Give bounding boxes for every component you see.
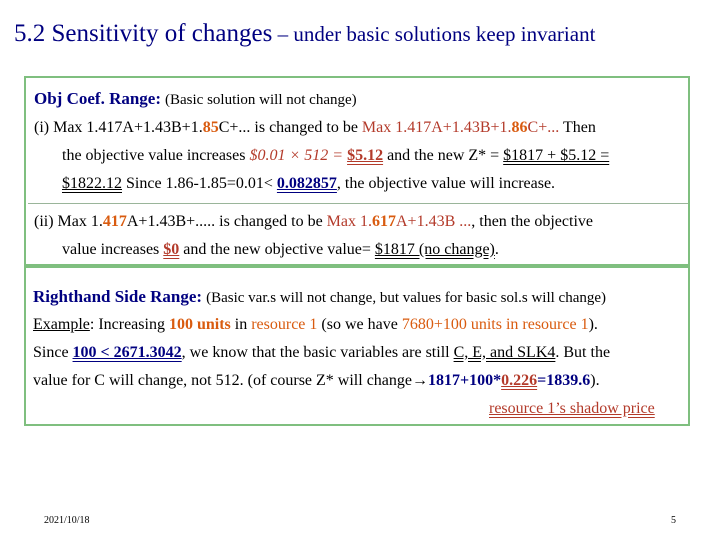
obj-item-ii-line1 bbox=[34, 213, 593, 231]
obj-item-i-line3 bbox=[62, 175, 555, 193]
text-segment: ). bbox=[590, 372, 600, 389]
shadow-price-label: resource 1’s shadow price bbox=[489, 400, 655, 417]
obj-item-i-line2 bbox=[62, 147, 609, 165]
text-segment: Since bbox=[33, 344, 73, 361]
shadow-price-value: 0.226 bbox=[501, 372, 538, 389]
text-segment: A+1.43B+..... is changed to be bbox=[126, 213, 327, 230]
text-segment: . But the bbox=[555, 344, 611, 361]
text-segment: Then bbox=[559, 119, 596, 136]
rhs-line1 bbox=[33, 316, 598, 334]
text-segment: C+... is changed to be bbox=[218, 119, 362, 136]
text-segment: Max 1. bbox=[326, 213, 372, 230]
rhs-heading: Righthand Side Range: bbox=[33, 287, 203, 306]
obj-note: (Basic solution will not change) bbox=[165, 92, 357, 108]
allowable-increase: 0.082857 bbox=[276, 175, 337, 192]
text-segment: A+1.43B ... bbox=[396, 213, 472, 230]
title-subtitle: – under basic solutions keep invariant bbox=[272, 22, 596, 46]
text-segment: (ii) Max 1. bbox=[34, 213, 103, 230]
text-segment: and the new Z* = bbox=[383, 147, 504, 164]
text-segment: Since 1.86-1.85=0.01< bbox=[122, 175, 277, 192]
coef-new: 86 bbox=[511, 119, 528, 136]
obj-item-ii-line2 bbox=[62, 241, 499, 259]
coef-new: 617 bbox=[372, 213, 396, 230]
range-condition: 100 < 2671.3042 bbox=[72, 344, 182, 361]
rhs-heading-line bbox=[33, 287, 606, 307]
coef-old: 85 bbox=[202, 119, 219, 136]
new-z-result: =1839.6 bbox=[537, 372, 591, 389]
obj-heading: Obj Coef. Range: bbox=[34, 89, 162, 108]
new-z-formula: $1817 + $5.12 = bbox=[503, 147, 610, 164]
text-segment: : Increasing bbox=[89, 316, 169, 333]
rhs-line2 bbox=[33, 344, 610, 362]
slide-title bbox=[14, 20, 595, 48]
new-objective-value: $1817 (no change) bbox=[374, 241, 495, 258]
footer-date: 2021/10/18 bbox=[44, 515, 90, 526]
text-segment: (so we have bbox=[317, 316, 402, 333]
increase-value: $0 bbox=[163, 241, 180, 258]
increase-formula: $0.01 × 512 = bbox=[249, 147, 344, 164]
text-segment: in bbox=[230, 316, 252, 333]
text-segment: , then the objective bbox=[471, 213, 593, 230]
text-segment: the objective value increases bbox=[62, 147, 250, 164]
text-segment: and the new objective value= bbox=[179, 241, 375, 258]
resource-name: resource 1 bbox=[251, 316, 318, 333]
rhs-note: (Basic var.s will not change, but values for basic sol.s will change) bbox=[206, 290, 607, 306]
example-label: Example bbox=[33, 316, 90, 333]
increase-value: $5.12 bbox=[347, 147, 384, 164]
text-segment: 1817+100* bbox=[428, 372, 502, 389]
text-segment: , the objective value will increase. bbox=[336, 175, 556, 192]
basic-variables: C, E, and SLK4 bbox=[453, 344, 556, 361]
rhs-line4 bbox=[489, 400, 655, 418]
text-segment: Max 1.417A+1.43B+1. bbox=[361, 119, 512, 136]
text-segment: (i) Max 1.417A+1.43B+1. bbox=[34, 119, 203, 136]
rhs-line3 bbox=[33, 372, 600, 390]
section-divider bbox=[28, 203, 688, 204]
text-segment: , we know that the basic variables are still bbox=[181, 344, 454, 361]
obj-item-i-line1 bbox=[34, 119, 596, 137]
increase-units: 100 units bbox=[168, 316, 231, 333]
text-segment: ). bbox=[588, 316, 598, 333]
new-resource-amount: 7680+100 units in resource 1 bbox=[401, 316, 589, 333]
footer-page-number: 5 bbox=[671, 515, 676, 526]
obj-heading-line bbox=[34, 89, 357, 109]
text-segment: . bbox=[494, 241, 499, 258]
new-z-value: $1822.12 bbox=[62, 175, 122, 192]
text-segment: value increases bbox=[62, 241, 164, 258]
text-segment: value for C will change, not 512. (of course Z* will change→ bbox=[33, 372, 428, 389]
text-segment: C+... bbox=[527, 119, 560, 136]
title-main: 5.2 Sensitivity of changes bbox=[14, 20, 273, 47]
coef-old: 417 bbox=[102, 213, 127, 230]
